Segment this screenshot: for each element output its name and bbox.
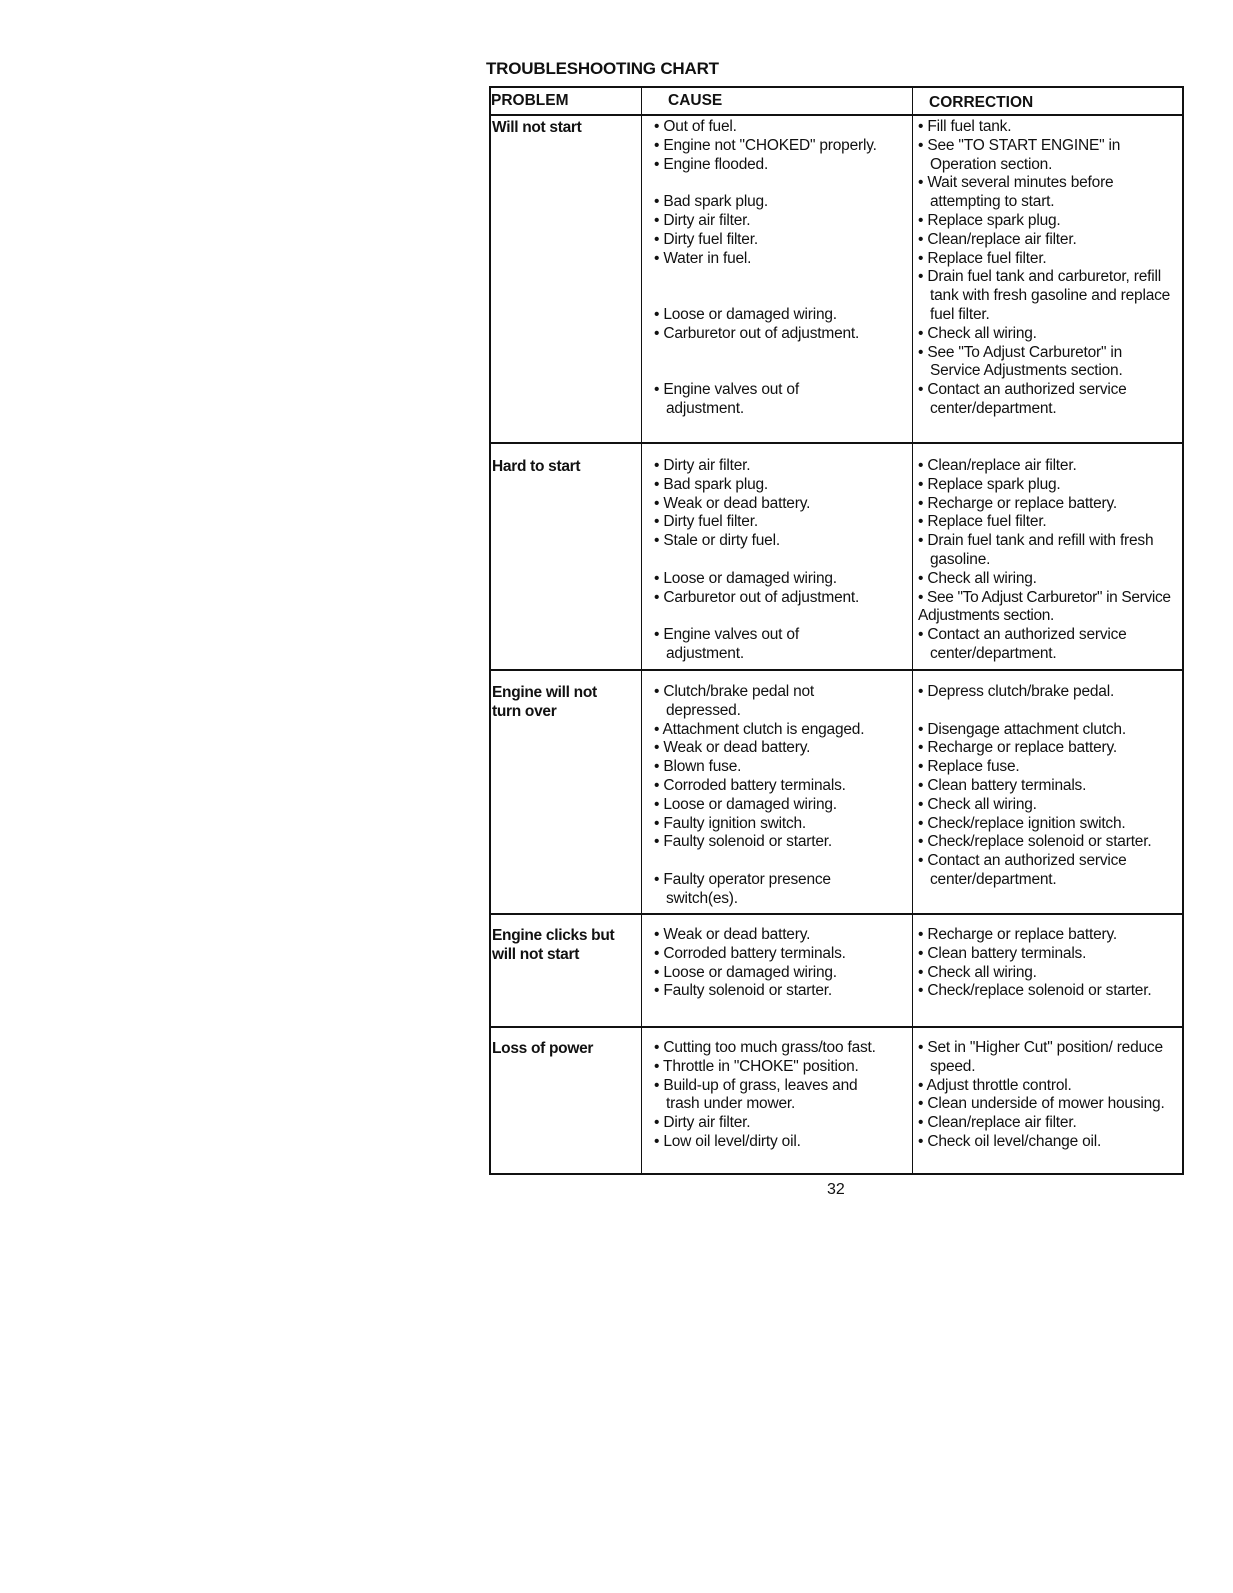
cause-item: • Low oil level/dirty oil.: [654, 1132, 801, 1150]
causes-engine-clicks: [654, 926, 910, 1001]
correction-item: • Recharge or replace battery.: [918, 494, 1118, 512]
cause-item: • Throttle in "CHOKE" position.: [654, 1057, 859, 1075]
cause-item: • Water in fuel.: [654, 249, 752, 267]
problem-loss-of-power: Loss of power: [492, 1040, 594, 1057]
causes-loss-of-power: [654, 1039, 910, 1152]
cause-item: • Loose or damaged wiring.: [654, 963, 837, 981]
header-cause: CAUSE: [668, 92, 723, 109]
corrections-engine-will-not-turn-over: [918, 683, 1180, 890]
correction-item: • Check all wiring.: [918, 795, 1037, 813]
corrections-will-not-start: [918, 118, 1180, 419]
cause-item: • Blown fuse.: [654, 758, 742, 776]
correction-item: • Contact an authorized service center/department.: [918, 381, 1131, 417]
correction-item: • Disengage attachment clutch.: [918, 720, 1126, 738]
correction-item: • See "TO START ENGINE" in Operation section.: [918, 136, 1125, 173]
cause-item: • Attachment clutch is engaged.: [654, 720, 865, 738]
correction-item: • Clean/replace air filter.: [918, 457, 1077, 474]
corrections-loss-of-power: [918, 1039, 1180, 1152]
correction-item: • Clean/replace air filter.: [918, 1114, 1077, 1132]
header-correction: CORRECTION: [929, 94, 1034, 111]
cause-item: • Faulty operator presence switch(es).: [654, 870, 835, 907]
cause-item: • Carburetor out of adjustment.: [654, 324, 860, 342]
correction-item: • See "To Adjust Carburetor" in Service Adjustments section.: [918, 343, 1127, 380]
cause-item: • Loose or damaged wiring.: [654, 795, 837, 813]
correction-item: • Check all wiring.: [918, 569, 1037, 587]
cause-item: • Dirty fuel filter.: [654, 513, 758, 531]
cause-item: • Build-up of grass, leaves and trash under mower.: [654, 1076, 862, 1113]
chart-title: TROUBLESHOOTING CHART: [486, 59, 719, 78]
correction-item: • Wait several minutes before attempting to start.: [918, 174, 1118, 211]
header-problem: PROBLEM: [491, 92, 569, 109]
header-divider: [491, 114, 1182, 116]
problem-engine-clicks-but-will-not-start: Engine clicks but will not start: [492, 927, 615, 963]
cause-item: • Weak or dead battery.: [654, 494, 811, 512]
correction-item: • Clean battery terminals.: [918, 776, 1087, 794]
correction-item: • Depress clutch/brake pedal.: [918, 683, 1115, 700]
correction-item: • Drain fuel tank and carburetor, refill tank with fresh gasoline and replace fuel filter.: [918, 268, 1175, 323]
cause-item: • Loose or damaged wiring.: [654, 305, 837, 323]
corrections-hard-to-start: [918, 457, 1180, 664]
row-divider-1: [491, 442, 1182, 444]
correction-item: • Recharge or replace battery.: [918, 739, 1118, 757]
page-number: 32: [827, 1181, 845, 1198]
cause-item: • Stale or dirty fuel.: [654, 532, 780, 550]
column-divider-cause-correction: [912, 88, 913, 1173]
row-divider-2: [491, 669, 1182, 671]
cause-item: • Bad spark plug.: [654, 193, 769, 211]
column-divider-problem-cause: [641, 88, 642, 1173]
correction-item: • Check all wiring.: [918, 324, 1037, 342]
correction-item: • Fill fuel tank.: [918, 118, 1012, 135]
correction-item: • Drain fuel tank and refill with fresh gasoline.: [918, 532, 1158, 568]
cause-item: • Out of fuel.: [654, 118, 737, 135]
correction-item: • Replace fuel filter.: [918, 249, 1047, 267]
cause-item: • Weak or dead battery.: [654, 739, 811, 757]
cause-item: • Loose or damaged wiring.: [654, 569, 837, 587]
correction-item: • Check oil level/change oil.: [918, 1132, 1102, 1150]
correction-item: • Check/replace solenoid or starter.: [918, 982, 1152, 1000]
correction-item: • Contact an authorized service center/department.: [918, 626, 1131, 662]
cause-item: • Bad spark plug.: [654, 475, 769, 493]
cause-item: • Faulty solenoid or starter.: [654, 833, 832, 851]
correction-item: • Clean battery terminals.: [918, 944, 1087, 962]
cause-item: • Dirty air filter.: [654, 1114, 751, 1132]
cause-item: • Engine not "CHOKED" properly.: [654, 136, 877, 154]
correction-item: • Recharge or replace battery.: [918, 926, 1118, 943]
problem-hard-to-start: Hard to start: [492, 458, 581, 475]
correction-item: • Check/replace solenoid or starter.: [918, 833, 1152, 851]
correction-item: • See "To Adjust Carburetor" in Service Adjustments section.: [918, 588, 1174, 625]
problem-engine-will-not-turn-over: Engine will not turn over: [492, 684, 597, 720]
correction-item: • Replace spark plug.: [918, 475, 1061, 493]
cause-item: • Dirty fuel filter.: [654, 230, 758, 248]
troubleshooting-table: [489, 86, 1184, 1175]
correction-item: • Set in "Higher Cut" position/ reduce speed.: [918, 1039, 1168, 1075]
corrections-engine-clicks: [918, 926, 1180, 1001]
problem-will-not-start: Will not start: [492, 119, 582, 136]
correction-item: • Replace fuse.: [918, 758, 1020, 776]
correction-item: • Clean/replace air filter.: [918, 230, 1077, 248]
cause-item: • Cutting too much grass/too fast.: [654, 1039, 876, 1056]
correction-item: • Replace spark plug.: [918, 211, 1061, 229]
causes-will-not-start: [654, 118, 910, 419]
cause-item: • Faulty solenoid or starter.: [654, 982, 832, 1000]
cause-item: • Engine valves out of adjustment.: [654, 626, 804, 662]
cause-item: • Corroded battery terminals.: [654, 776, 846, 794]
cause-item: • Carburetor out of adjustment.: [654, 588, 860, 606]
correction-item: • Clean underside of mower housing.: [918, 1095, 1165, 1113]
row-divider-3: [491, 913, 1182, 915]
correction-item: • Contact an authorized service center/department.: [918, 852, 1131, 888]
causes-engine-will-not-turn-over: [654, 683, 910, 909]
cause-item: • Clutch/brake pedal not depressed.: [654, 683, 819, 719]
correction-item: • Check/replace ignition switch.: [918, 814, 1126, 832]
causes-hard-to-start: [654, 457, 910, 664]
cause-item: • Engine valves out of adjustment.: [654, 381, 804, 417]
correction-item: • Adjust throttle control.: [918, 1076, 1072, 1094]
cause-item: • Faulty ignition switch.: [654, 814, 807, 832]
cause-item: • Dirty air filter.: [654, 457, 751, 474]
cause-item: • Corroded battery terminals.: [654, 944, 846, 962]
correction-item: • Replace fuel filter.: [918, 513, 1047, 531]
row-divider-4: [491, 1026, 1182, 1028]
cause-item: • Dirty air filter.: [654, 211, 751, 229]
cause-item: • Engine flooded.: [654, 155, 769, 173]
correction-item: • Check all wiring.: [918, 963, 1037, 981]
cause-item: • Weak or dead battery.: [654, 926, 811, 943]
